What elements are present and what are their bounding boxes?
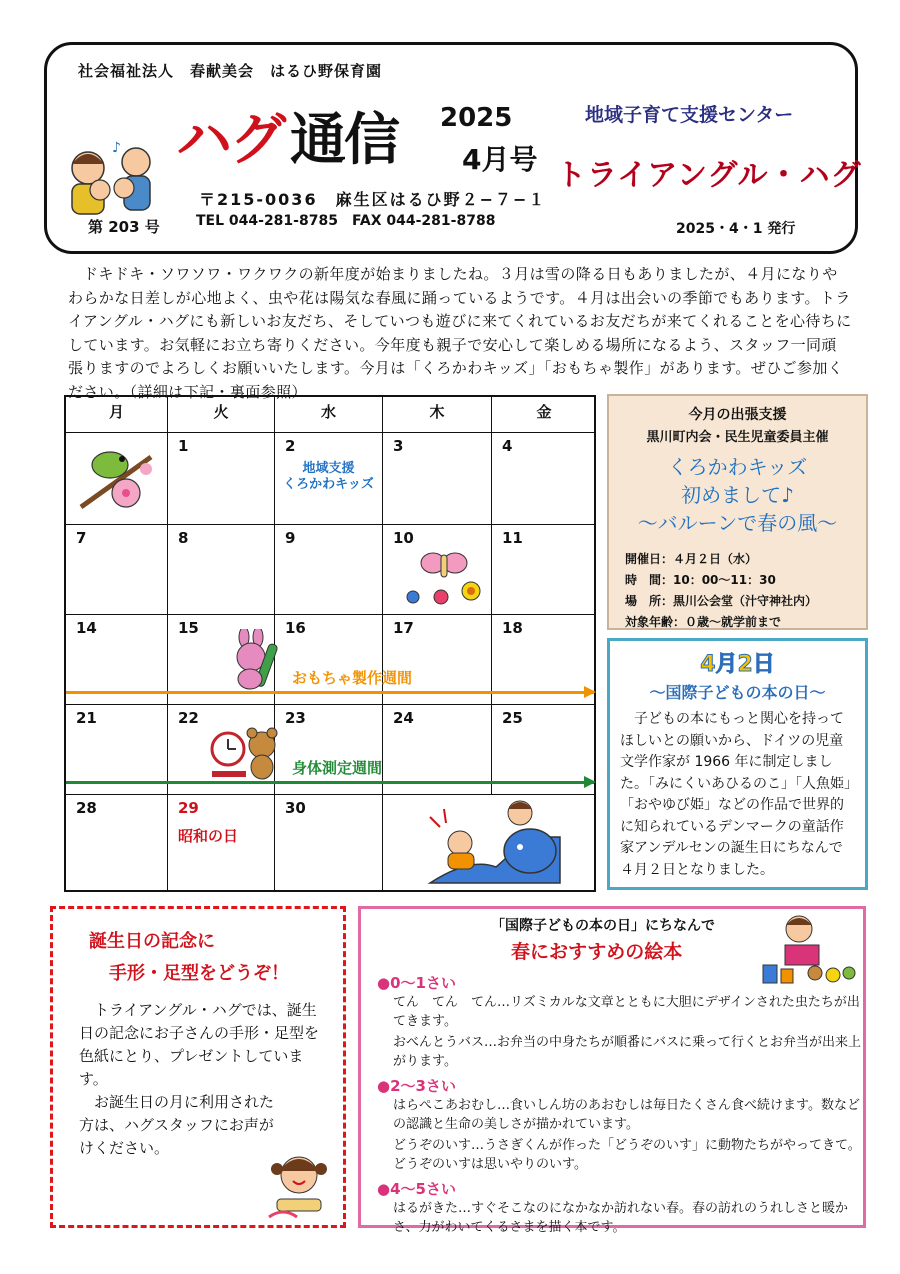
calendar-day: 23 [275,705,383,794]
issued-date: 2025・4・1 発行 [676,221,796,237]
children-slide-illustration [410,797,570,889]
weekday-mon: 月 [66,397,168,432]
family-illustration [60,138,164,218]
holiday-label: 昭和の日 [178,827,239,845]
issue-number: 第 203 号 [88,218,160,236]
center-name: 地域子育て支援センター [585,104,794,126]
weekday-wed: 水 [275,397,383,432]
issue-year: 2025 [440,103,513,133]
calendar-day [383,525,492,614]
age-group-4-5: ●4～5さい [377,1180,456,1198]
weekday-fri: 金 [536,403,552,421]
calendar-day: 15 [168,615,275,704]
outreach-event-line1: くろかわキッズ [667,455,808,479]
calendar-day: 17 [383,615,492,704]
calendar-day: 7 [66,525,168,614]
week4-event-arrow [66,781,594,784]
butterfly-flowers-illustration [399,547,489,609]
tel-fax: TEL 044-281-8785 FAX 044-281-8788 [196,213,496,229]
event-kurokawa-kids: くろかわキッズ [283,477,374,492]
book-day-title: ～国際子どもの本の日～ [649,683,826,702]
weekday-thu: 木 [383,397,492,432]
book-obentou-bus: おべんとうバス…お弁当の中身たちが順番にバスに乗って行くとお弁当が出来上がります。 [393,1035,862,1069]
calendar-day: 3 [383,433,492,524]
age-group-0-1: ●0～1さい [377,974,456,992]
weekday-tue: 火 [168,397,275,432]
calendar-day [66,433,168,524]
outreach-event-line3: ～バルーンで春の風～ [637,511,838,535]
svg-text:♪: ♪ [112,140,121,156]
birthday-title-line1: 誕生日の記念に [89,931,215,952]
birthday-box [50,906,346,1228]
calendar-day: 16 [275,615,383,704]
organization-name: 社会福祉法人 春献美会 はるひ野保育園 [78,62,383,80]
outreach-event-line2: 初めまして♪ [681,483,794,507]
calendar-day: 8 [168,525,275,614]
book-harapeko-aomushi: はらぺこあおむし…食いしん坊のあおむしは毎日たくさん食べ続けます。数などの認識と生命の美しさが描かれています。 [393,1098,860,1132]
reading-child-illustration [753,909,861,987]
outreach-time: 時 間：10：00～11：30 [625,573,776,587]
week3-event-arrow [66,691,594,694]
books-title: 春におすすめの絵本 [511,941,683,963]
issue-month: 4月号 [462,143,538,176]
outreach-date: 開催日：４月２日（水） [625,552,758,566]
calendar-day-holiday [168,795,275,890]
title-tsushin: 通信 [290,108,398,173]
birthday-para2: お誕生日の月に利用された方は、ハグスタッフにお声がけください。 [79,1093,275,1157]
week4-event-label: 身体測定週間 [292,759,383,777]
book-day-date: 4月2日 [700,652,775,677]
outreach-place: 場 所：黒川公会堂（汁守神社内） [625,594,818,608]
birthday-title-line2: 手形・足型をどうぞ！ [109,963,289,984]
book-haru-ga-kita: はるがきた…すぐそこなのになかなか訪れない春。春の訪れのうれしさと暖かさ、力がわいてくるさまを描く本です。 [393,1201,849,1235]
child-drawing-illustration [263,1147,337,1221]
recommended-books-box [358,906,866,1235]
calendar [64,395,596,892]
book-tententen: てん てん てん…リズミカルな文章とともに大胆にデザインされた虫たちが出てきます。 [393,995,860,1029]
calendar-day: 21 [66,705,168,794]
age-group-2-3: ●2～3さい [377,1077,456,1095]
book-douzo-no-isu: どうぞのいす…うさぎくんが作った「どうぞのいす」に動物たちがやってきて。どうぞのいすは思いやりのいす。 [393,1138,861,1172]
calendar-day: 1 [168,433,275,524]
book-day-box [607,638,868,890]
calendar-day: 22 [168,705,275,794]
calendar-day: 28 [66,795,168,890]
outreach-box [607,394,868,630]
calendar-day: 24 [383,705,492,794]
calendar-day [275,433,383,524]
calendar-day: 11 [502,529,523,547]
book-day-body: 子どもの本にもっと関心を持ってほしいとの願いから、ドイツの児童文学作家が 1966 年に制定しました。「みにくいあひるのこ」「人魚姫」「おやゆび姫」などの作品で世界的に知られているデンマークの童話作家アンデルセンの誕生日にちなんで４月２日となりました。 [620,711,851,878]
day-number: 10 [393,529,414,547]
bird-blossom-illustration [76,437,156,517]
day-number: 2 [285,437,296,455]
calendar-week-1 [66,433,594,525]
calendar-day: 30 [275,795,383,890]
outreach-target: 対象年齢：０歳～就学前まで [625,615,782,629]
rabbit-crayon-illustration [226,629,284,693]
calendar-day: 9 [275,525,383,614]
week3-event-label: おもちゃ製作週間 [292,669,413,687]
calendar-day: 18 [502,619,523,637]
triangle-hagu-name: トライアングル・ハグ [556,158,862,193]
address: 〒215-0036 麻生区はるひ野２−７−１ [199,190,547,209]
clock-bear-illustration [206,723,286,783]
event-chiiki-shien: 地域支援 [302,461,355,476]
outreach-heading: 今月の出張支援 [688,407,787,423]
calendar-day: 4 [502,437,513,455]
books-subtitle: 「国際子どもの本の日」にちなんで [491,918,715,934]
outreach-organizer: 黒川町内会・民生児童委員主催 [646,430,829,445]
birthday-para1: トライアングル・ハグでは、誕生日の記念にお子さんの手形・足型を色紙にとり、プレゼントしています。 [79,1001,320,1088]
calendar-week-2 [66,525,594,615]
calendar-header-row [66,397,594,433]
calendar-day: 25 [502,709,523,727]
intro-text: ドキドキ・ソワソワ・ワクワクの新年度が始まりましたね。３月は雪の降る日もありましたが、４月になりやわらかな日差しが心地よく、虫や花は陽気な春風に踊っているようです。４月は出会いの季節でもあります。トライアングル・ハグにも新しいお友だち、そしていつも遊びに来てくれているお友だちが来てくれることを心待ちにしています。お気軽にお立ち寄りください。今年度も親子で安心して楽しめる場所になるよう、スタッフ一同頑張りますのでよろしくお願いいたします。今月は「くろかわキッズ」「おもちゃ製作」があります。ぜひご参加ください。（詳細は下記・裏面参照） [68,265,852,401]
calendar-day: 14 [66,615,168,704]
day-number: 29 [178,799,199,817]
title-hagu: ハグ [176,108,284,173]
